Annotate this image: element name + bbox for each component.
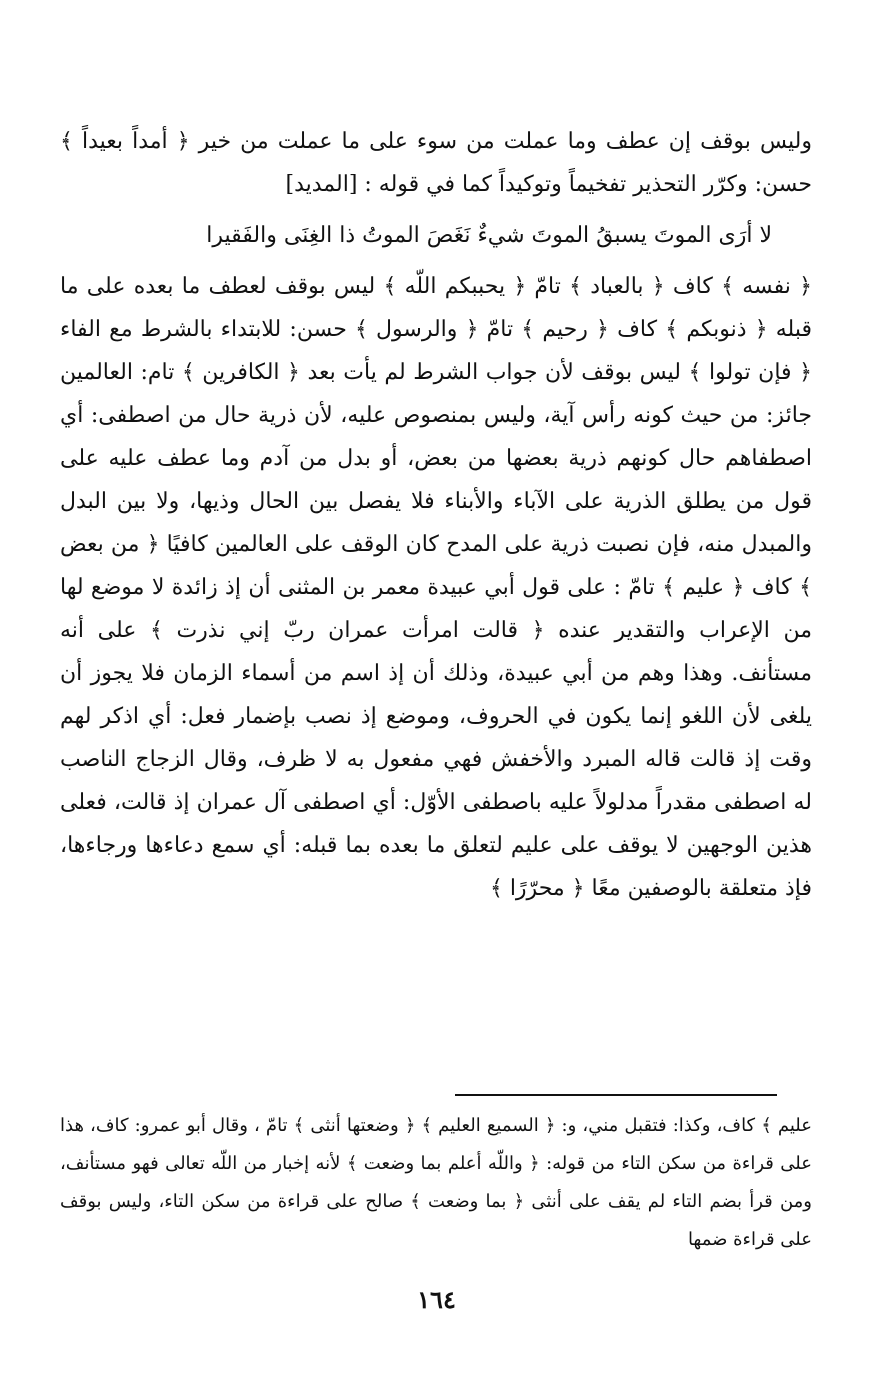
page-number: ١٦٤: [417, 1285, 456, 1314]
footnote-divider: [455, 1094, 777, 1096]
footnote-text: عليم ﴾ كاف، وكذا: فتقبل مني، و: ﴿ السميع العليم ﴾ ﴿ وضعتها أنثى ﴾ تامّ ، وقال أبو عمرو: كاف، هذا على قراءة من سكن التاء من قوله: ﴿ واللّه أعلم بما وضعت ﴾ لأنه إخبار من اللّه تعالى فهو مستأنف، ومن قرأ بضم التاء لم يقف على أنثى ﴿ بما وضعت ﴾ صالح على قراءة من سكن التاء، وليس بوقف على قراءة ضمها: [60, 1115, 812, 1250]
footnote-block: [60, 1107, 812, 1259]
main-text-block: [60, 120, 812, 910]
paragraph-1: وليس بوقف إن عطف وما عملت من سوء على ما عملت من خير ﴿ أمداً بعيداً ﴾ حسن: وكرّر التحذير تفخيماً وتوكيداً كما في قوله : [المديد]: [60, 129, 812, 197]
paragraph-2: ﴿ نفسه ﴾ كاف ﴿ بالعباد ﴾ تامّ ﴿ يحببكم اللّه ﴾ ليس بوقف لعطف ما بعده على ما قبله ﴿ ذنوبكم ﴾ كاف ﴿ رحيم ﴾ تامّ ﴿ والرسول ﴾ حسن: للابتداء بالشرط مع الفاء ﴿ فإن تولوا ﴾ ليس بوقف لأن جواب الشرط لم يأت بعد ﴿ الكافرين ﴾ تام: العالمين جائز: من حيث كونه رأس آية، وليس بمنصوص عليه، لأن ذرية حال من اصطفى: أي اصطفاهم حال كونهم ذرية بعضها من بعض، أو بدل من آدم وما عطف عليه على قول من يطلق الذرية على الآباء والأبناء فلا يفصل بين الحال وذيها، ولا بين البدل والمبدل منه، فإن نصبت ذرية على المدح كان الوقف على العالمين كافيًا ﴿ من بعض ﴾ كاف ﴿ عليم ﴾ تامّ : على قول أبي عبيدة معمر بن المثنى أن إذ زائدة لا موضع لها من الإعراب والتقدير عنده ﴿ قالت امرأت عمران ربّ إني نذرت ﴾ على أنه مستأنف. وهذا وهم من أبي عبيدة، وذلك أن إذ اسم من أسماء الزمان فلا يجوز أن يلغى لأن اللغو إنما يكون في الحروف، وموضع إذ نصب بإضمار فعل: أي اذكر لهم وقت إذ قالت قاله المبرد والأخفش فهي مفعول به لا ظرف، وقال الزجاج الناصب له اصطفى مقدراً مدلولاً عليه باصطفى الأوّل: أي اصطفى آل عمران إذ قالت، فعلى هذين الوجهين لا يوقف على عليم لتعلق ما بعده بما قبله: أي سمع دعاءها ورجاءها، فإذ متعلقة بالوصفين معًا ﴿ محرّرًا ﴾: [60, 274, 813, 901]
poetry-verse: لا أرَى الموتَ يسبقُ الموتَ شيءٌ نَغَصَ الموتُ ذا الغِنَى والفَقيرا: [206, 223, 772, 248]
